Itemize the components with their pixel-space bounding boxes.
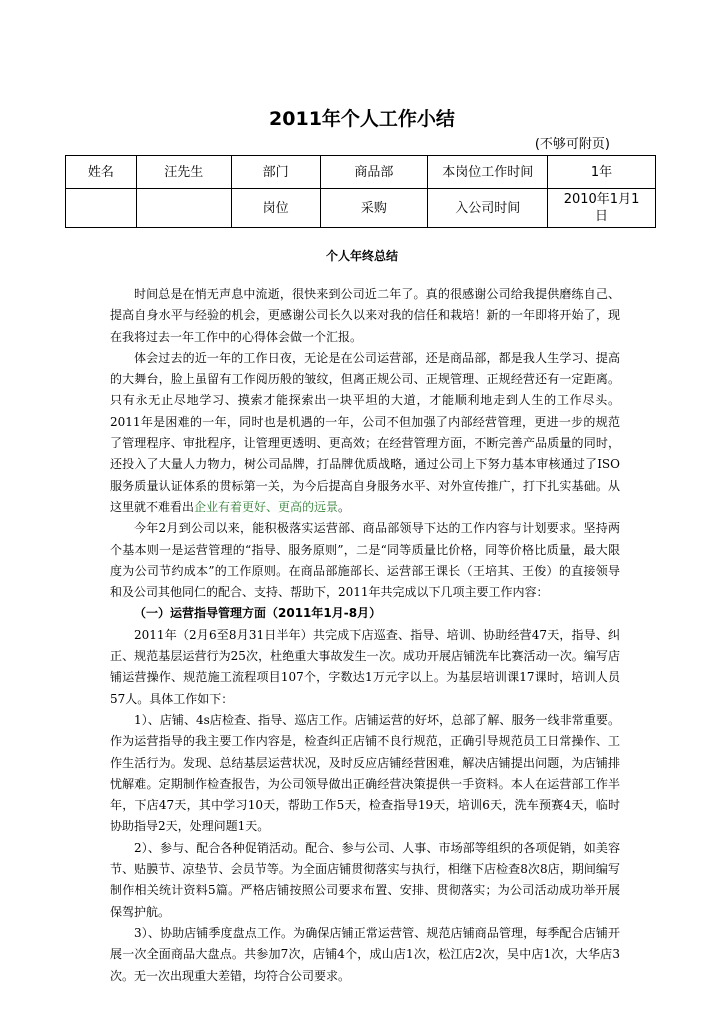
empty-cell [66,189,137,228]
name-value: 汪先生 [136,156,231,189]
paragraph: 1）、店铺、4s店检查、指导、巡店工作。店铺运营的好坏，总部了解、服务一线非常重要。作为运营指导的我主要工作内容是，检查纠正店铺不良行规范，正确引导规范员工日常操作、工作生活行为。发现、总结基层运营状况，及时反应店铺经营困难，解决店铺提出问题，为店铺排忧解难。定期制作检查报告，为公司领导做出正确经营决策提供一手资料。本人在运营部工作半年，下店47天，其中学习10天，帮助工作5天，检查指导19天，培训6天，洗车预赛4天，临时协助指导2天，处理问题1天。 [110,712,620,834]
document-title: 2011年个人工作小结 [269,108,455,130]
info-table [65,155,656,228]
join-label: 入公司时间 [428,189,548,228]
empty-cell [136,189,231,228]
paragraph [110,348,620,518]
name-label: 姓名 [66,156,137,189]
post-label: 岗位 [231,189,320,228]
paragraph-end: 。 [338,499,351,514]
summary-heading: 个人年终总结 [325,249,398,263]
info-row [66,156,656,189]
post-value: 采购 [320,189,428,228]
paragraph-text: 体会过去的近一年的工作日夜，无论是在公司运营部，还是商品部，都是我人生学习、提高的大舞台，脸上虽留有工作阅历般的皱纹，但离正规公司、正规管理、正规经营还有一定距离。只有永无止尽地学习、摸索才能探索出一块平坦的大道，才能顺利地走到人生的工作尽头。2011年是困难的一年，同时也是机遇的一年，公司不但加强了内部经营管理，更进一步的规范了管理程序、审批程序，让管理更透明、更高效；在经营管理方面，不断完善产品质量的同时，还投入了大量人力物力，树公司品牌，打品牌优质战略，通过公司上下努力基本审核通过了ISO服务质量认证体系的贯标第一关，为今后提高自身服务水平、对外宣传推广，打下扎实基础。从这里就不难看出 [110,350,620,514]
summary-body [110,284,620,987]
info-row [66,189,656,228]
section-heading: （一）运营指导管理方面（2011年1月-8月） [134,606,382,621]
paragraph: 3）、协助店铺季度盘点工作。为确保店铺正常运营管、规范店铺商品管理，每季配合店铺开展一次全面商品大盘点。共参加7次，店铺4个，成山店1次，松江店2次，吴中店1次，大华店3次。无一次出现重大差错，均符合公司要求。 [110,925,620,983]
paragraph: 今年2月到公司以来，能积极落实运营部、商品部领导下达的工作内容与计划要求。坚持两个基本则一是运营管理的“指导、服务原则”，二是“同等质量比价格，同等价格比质量，最大限度为公司节约成本”的工作原则。在商品部施部长、运营部王课长（王培其、王俊）的直接领导和及公司其他同仁的配合、支持、帮助下，2011年共完成以下几项主要工作内容： [110,521,620,600]
join-value: 2010年1月1日 [548,189,656,228]
tenure-label: 本岗位工作时间 [428,156,548,189]
paragraph: 时间总是在悄无声息中流逝，很快来到公司近二年了。真的很感谢公司给我提供磨练自己、提高自身水平与经验的机会，更感谢公司长久以来对我的信任和栽培！新的一年即将开始了，现在我将过去一年工作中的心得体会做一个汇报。 [110,287,620,344]
attachment-note: (不够可附页) [534,137,610,152]
tenure-value: 1年 [548,156,656,189]
dept-label: 部门 [231,156,320,189]
paragraph: 2011年（2月6至8月31日半年）共完成下店巡查、指导、培训、协助经营47天，指导、纠正、规范基层运营行为25次，杜绝重大事故发生一次。成功开展店铺洗车比赛活动一次。编写店铺运营操作、规范施工流程项目107个，字数达1万元字以上。为基层培训课17课时，培训人员57人。具体工作如下： [110,627,620,706]
highlighted-text: 企业有着更好、更高的远景 [194,499,339,514]
paragraph: 2）、参与、配合各种促销活动。配合、参与公司、人事、市场部等组织的各项促销，如美容节、贴膜节、凉垫节、会员节等。为全面店铺贯彻落实与执行，相继下店检查8次8店，期间编写制作相关统计资料5篇。严格店铺按照公司要求布置、安排、贯彻落实；为公司活动成功举开展保驾护航。 [110,840,620,919]
dept-value: 商品部 [320,156,428,189]
